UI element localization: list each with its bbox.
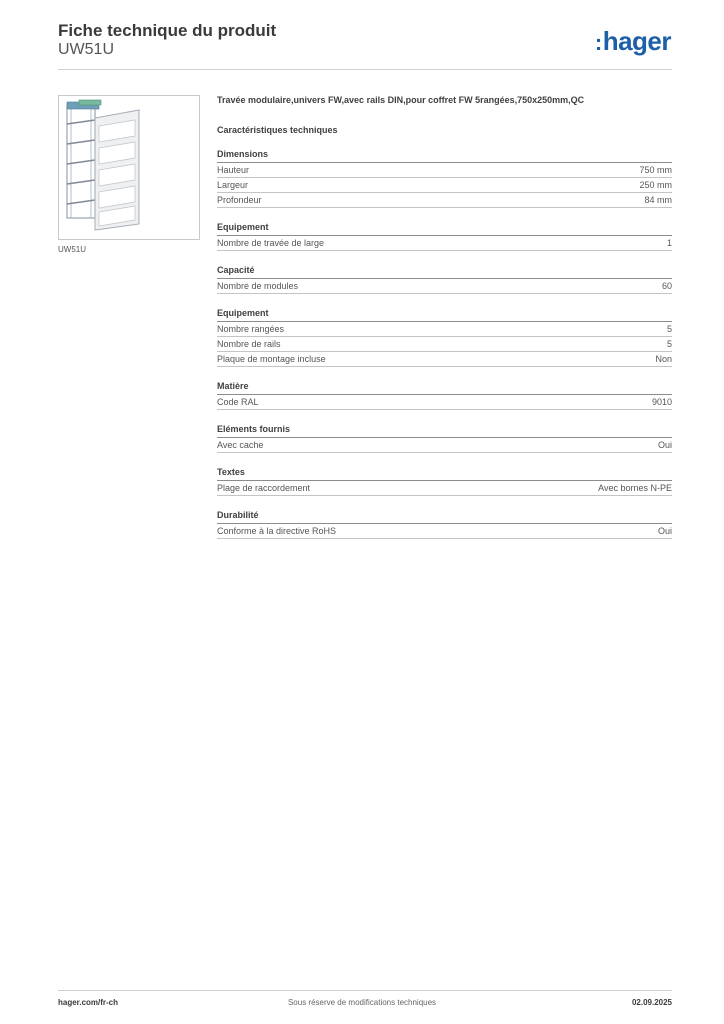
spec-row xyxy=(217,481,672,496)
spec-row xyxy=(217,178,672,193)
spec-value: Non xyxy=(655,354,672,364)
hager-logo: :hager xyxy=(594,26,671,56)
spec-value: 84 mm xyxy=(644,195,672,205)
spec-label: Conforme à la directive RoHS xyxy=(217,526,337,536)
spec-group xyxy=(217,307,672,367)
spec-label: Nombre rangées xyxy=(217,324,285,334)
spec-value: 60 xyxy=(661,281,672,291)
spec-section-title: Caractéristiques techniques xyxy=(217,125,338,135)
spec-row xyxy=(217,163,672,178)
spec-label: Code RAL xyxy=(217,397,259,407)
spec-value: 9010 xyxy=(651,397,672,407)
footer-divider xyxy=(58,990,672,991)
spec-row xyxy=(217,438,672,453)
product-code: UW51U xyxy=(58,41,115,58)
spec-row xyxy=(217,236,672,251)
spec-value: 750 mm xyxy=(639,165,672,175)
spec-row xyxy=(217,395,672,410)
spec-group-title: Eléments fournis xyxy=(217,423,672,438)
spec-value: 1 xyxy=(666,238,672,248)
spec-group-title: Equipement xyxy=(217,307,672,322)
spec-group xyxy=(217,509,672,539)
product-image xyxy=(58,95,200,240)
spec-group xyxy=(217,264,672,294)
spec-value: Oui xyxy=(657,526,672,536)
footer-date: 02.09.2025 xyxy=(631,998,672,1007)
spec-label: Nombre de travée de large xyxy=(217,238,325,248)
spec-group-title: Dimensions xyxy=(217,148,672,163)
spec-label: Profondeur xyxy=(217,195,262,205)
spec-row xyxy=(217,322,672,337)
spec-group-title: Matière xyxy=(217,380,672,395)
product-image-caption: UW51U xyxy=(58,245,87,254)
footer-website-link[interactable]: hager.com/fr-ch xyxy=(58,998,119,1007)
product-description: Travée modulaire,univers FW,avec rails DIN,pour coffret FW 5rangées,750x250mm,QC xyxy=(217,95,585,105)
spec-value: 5 xyxy=(666,324,672,334)
footer-note: Sous réserve de modifications techniques xyxy=(287,998,437,1007)
spec-label: Largeur xyxy=(217,180,249,190)
spec-value: Avec bornes N-PE xyxy=(598,483,672,493)
page-title: Fiche technique du produit xyxy=(58,21,277,40)
header-divider xyxy=(58,69,672,70)
spec-content xyxy=(217,95,672,539)
spec-value: Oui xyxy=(657,440,672,450)
spec-row xyxy=(217,279,672,294)
spec-group xyxy=(217,423,672,453)
logo-text: hager xyxy=(602,26,671,56)
spec-label: Plage de raccordement xyxy=(217,483,311,493)
spec-groups xyxy=(217,148,672,539)
spec-row xyxy=(217,352,672,367)
spec-row xyxy=(217,524,672,539)
spec-label: Plaque de montage incluse xyxy=(217,354,326,364)
product-illustration xyxy=(59,96,199,239)
spec-value: 5 xyxy=(666,339,672,349)
spec-label: Nombre de modules xyxy=(217,281,299,291)
spec-group xyxy=(217,466,672,496)
spec-group-title: Equipement xyxy=(217,221,672,236)
spec-row xyxy=(217,337,672,352)
spec-row xyxy=(217,193,672,208)
spec-label: Hauteur xyxy=(217,165,250,175)
spec-group xyxy=(217,380,672,410)
spec-group-title: Textes xyxy=(217,466,672,481)
spec-value: 250 mm xyxy=(639,180,672,190)
spec-group xyxy=(217,221,672,251)
spec-group-title: Durabilité xyxy=(217,509,672,524)
spec-group-title: Capacité xyxy=(217,264,672,279)
spec-label: Nombre de rails xyxy=(217,339,281,349)
spec-label: Avec cache xyxy=(217,440,264,450)
spec-group xyxy=(217,148,672,208)
